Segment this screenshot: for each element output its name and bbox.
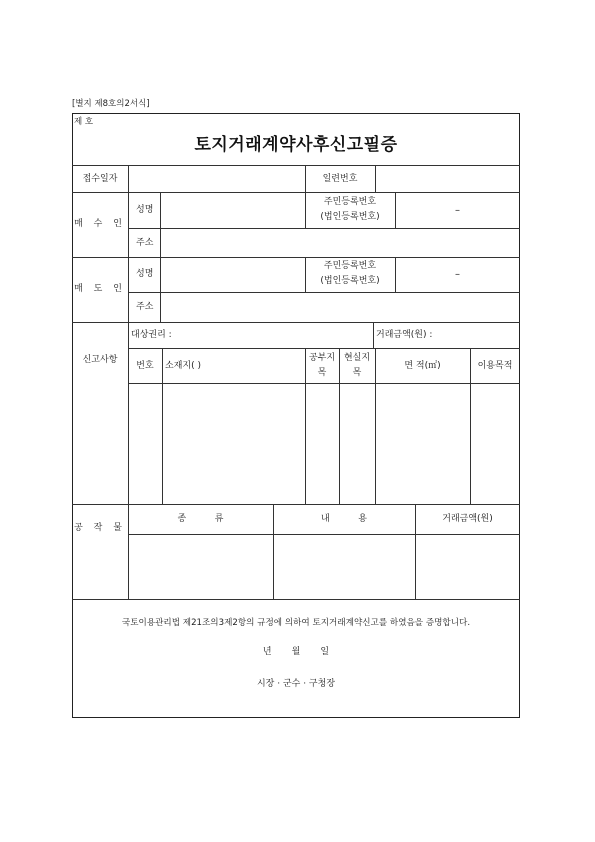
buyer-address-label: 주소	[136, 238, 154, 248]
column-area: 면 적(㎡)	[404, 361, 441, 371]
report-items-label: 신고사항	[82, 355, 118, 365]
receipt-date-label: 접수일자	[82, 174, 118, 184]
buyer-label: 매 수 인	[74, 219, 126, 229]
divider-structures	[72, 599, 520, 600]
document-number-label: 제 호	[74, 117, 94, 127]
trade-amount-label: 거래금액(원) :	[376, 330, 433, 340]
structures-amount-header: 거래금액(원)	[442, 514, 493, 524]
target-rights-label: 대상권리 :	[131, 330, 172, 340]
serial-number-label: 일련번호	[322, 174, 358, 184]
column-official-category-line2: 목	[317, 368, 327, 378]
buyer-registration-dash: –	[455, 205, 460, 216]
column-actual-category-line2: 목	[352, 368, 362, 378]
structures-content-header: 내 용	[321, 514, 367, 524]
structures-type-header: 종 류	[177, 514, 224, 524]
col-divider-serial	[375, 165, 376, 192]
buyer-corporate-number-label: (법인등록번호)	[320, 212, 380, 222]
divider-buyer	[72, 257, 520, 258]
seller-label: 매 도 인	[74, 284, 126, 294]
column-number: 번호	[136, 361, 154, 371]
divider-report	[72, 504, 520, 505]
column-actual-category-line1: 현실지	[343, 353, 371, 363]
column-purpose: 이용목적	[477, 361, 513, 371]
seller-resident-number-label: 주민등록번호	[323, 261, 377, 271]
column-location: 소재지( )	[165, 361, 201, 371]
issuer-line: 시장 · 군수 · 구청장	[256, 679, 336, 689]
form-title: 토지거래계약사후신고필증	[194, 135, 398, 155]
structures-label: 공 작 물	[74, 523, 126, 533]
seller-address-label: 주소	[136, 302, 154, 312]
divider-report-top	[128, 348, 520, 349]
seller-name-label: 성명	[136, 269, 154, 279]
divider-report-header	[128, 383, 520, 384]
column-official-category-line1: 공부지	[308, 353, 336, 363]
divider-seller-mid	[128, 292, 520, 293]
col-divider-name	[160, 192, 161, 322]
col-divider-number	[162, 348, 163, 504]
divider-buyer-mid	[128, 228, 520, 229]
seller-corporate-number-label: (법인등록번호)	[320, 276, 380, 286]
seller-registration-dash: –	[455, 269, 460, 280]
divider-seller	[72, 322, 520, 323]
divider-receipt	[72, 192, 520, 193]
divider-title	[72, 165, 520, 166]
buyer-resident-number-label: 주민등록번호	[323, 197, 377, 207]
date-line: 년 월 일	[262, 647, 330, 657]
certification-statement: 국토이용관리법 제21조의3제2항의 규정에 의하여 토지거래계약신고를 하였음을 증명합니다.	[121, 618, 471, 628]
divider-structures-header	[128, 534, 520, 535]
buyer-name-label: 성명	[136, 205, 154, 215]
col-divider-rights	[373, 322, 374, 348]
form-number-label: [별지 제8호의2서식]	[72, 99, 150, 109]
col-divider-label	[128, 165, 129, 599]
